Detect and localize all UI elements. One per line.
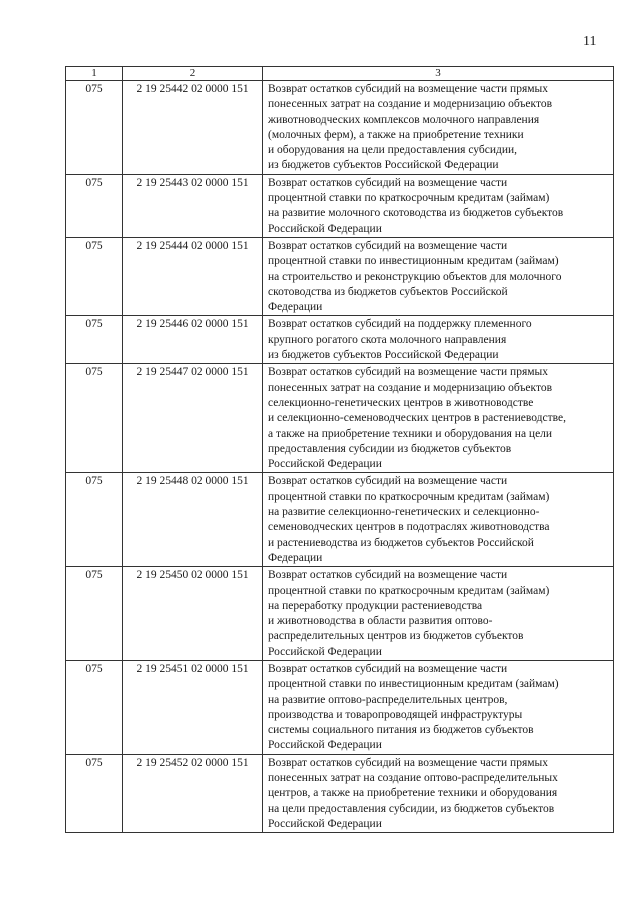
admin-code-cell: 075 xyxy=(66,237,123,315)
budget-code-cell: 2 19 25444 02 0000 151 xyxy=(123,237,263,315)
description-cell: Возврат остатков субсидий на возмещение части процентной ставки по инвестиционным кредитам (займам) на строительство и реконструкцию объектов для молочного скотоводства из бюджетов субъектов Российской Федерации xyxy=(263,237,614,315)
description-cell: Возврат остатков субсидий на возмещение части процентной ставки по краткосрочным кредитам (займам) на развитие молочного скотоводства из бюджетов субъектов Российской Федерации xyxy=(263,174,614,237)
budget-code-cell: 2 19 25442 02 0000 151 xyxy=(123,81,263,175)
admin-code-cell: 075 xyxy=(66,754,123,832)
budget-codes-table xyxy=(65,66,614,833)
table-row xyxy=(66,316,614,364)
description-cell: Возврат остатков субсидий на возмещение части прямых понесенных затрат на создание и модернизацию объектов селекционно-генетических центров в животноводстве и селекционно-семеноводческих центров в растениеводстве, а также на приобретение техники и оборудования на цели предоставления субсидии из бюджетов субъектов Российской Федерации xyxy=(263,364,614,473)
admin-code-cell: 075 xyxy=(66,660,123,754)
table-row xyxy=(66,364,614,473)
table-row xyxy=(66,660,614,754)
budget-code-cell: 2 19 25452 02 0000 151 xyxy=(123,754,263,832)
table-row xyxy=(66,567,614,661)
budget-code-cell: 2 19 25447 02 0000 151 xyxy=(123,364,263,473)
header-row xyxy=(66,67,614,81)
description-cell: Возврат остатков субсидий на возмещение части процентной ставки по краткосрочным кредитам (займам) на развитие селекционно-генетических и селекционно- семеноводческих центров в подотраслях животноводства и растениеводства из бюджетов субъектов Российской Федерации xyxy=(263,473,614,567)
description-cell: Возврат остатков субсидий на возмещение части прямых понесенных затрат на создание оптово-распределительных центров, а также на приобретение техники и оборудования на цели предоставления субсидии, из бюджетов субъектов Российской Федерации xyxy=(263,754,614,832)
table-row xyxy=(66,81,614,175)
budget-code-cell: 2 19 25451 02 0000 151 xyxy=(123,660,263,754)
table-body xyxy=(66,81,614,833)
admin-code-cell: 075 xyxy=(66,364,123,473)
description-cell: Возврат остатков субсидий на поддержку племенного крупного рогатого скота молочного направления из бюджетов субъектов Российской Федерации xyxy=(263,316,614,364)
admin-code-cell: 075 xyxy=(66,316,123,364)
column-header-1: 1 xyxy=(66,67,123,81)
admin-code-cell: 075 xyxy=(66,174,123,237)
admin-code-cell: 075 xyxy=(66,567,123,661)
budget-code-cell: 2 19 25446 02 0000 151 xyxy=(123,316,263,364)
description-cell: Возврат остатков субсидий на возмещение части процентной ставки по краткосрочным кредитам (займам) на переработку продукции растениеводства и животноводства в области развития оптово- распределительных центров из бюджетов субъектов Российской Федерации xyxy=(263,567,614,661)
admin-code-cell: 075 xyxy=(66,81,123,175)
description-cell: Возврат остатков субсидий на возмещение части процентной ставки по инвестиционным кредитам (займам) на развитие оптово-распределительных центров, производства и товаропроводящей инфраструктуры системы социального питания из бюджетов субъектов Российской Федерации xyxy=(263,660,614,754)
budget-code-cell: 2 19 25443 02 0000 151 xyxy=(123,174,263,237)
table-row xyxy=(66,473,614,567)
column-header-2: 2 xyxy=(123,67,263,81)
table-row xyxy=(66,237,614,315)
table-header xyxy=(66,67,614,81)
column-header-3: 3 xyxy=(263,67,614,81)
table-row xyxy=(66,754,614,832)
page-number: 11 xyxy=(583,34,597,49)
budget-code-cell: 2 19 25448 02 0000 151 xyxy=(123,473,263,567)
table-row xyxy=(66,174,614,237)
admin-code-cell: 075 xyxy=(66,473,123,567)
description-cell: Возврат остатков субсидий на возмещение части прямых понесенных затрат на создание и модернизацию объектов животноводческих комплексов молочного направления (молочных ферм), а также на приобретение техники и оборудования на цели предоставления субсидии, из бюджетов субъектов Российской Федерации xyxy=(263,81,614,175)
budget-code-cell: 2 19 25450 02 0000 151 xyxy=(123,567,263,661)
